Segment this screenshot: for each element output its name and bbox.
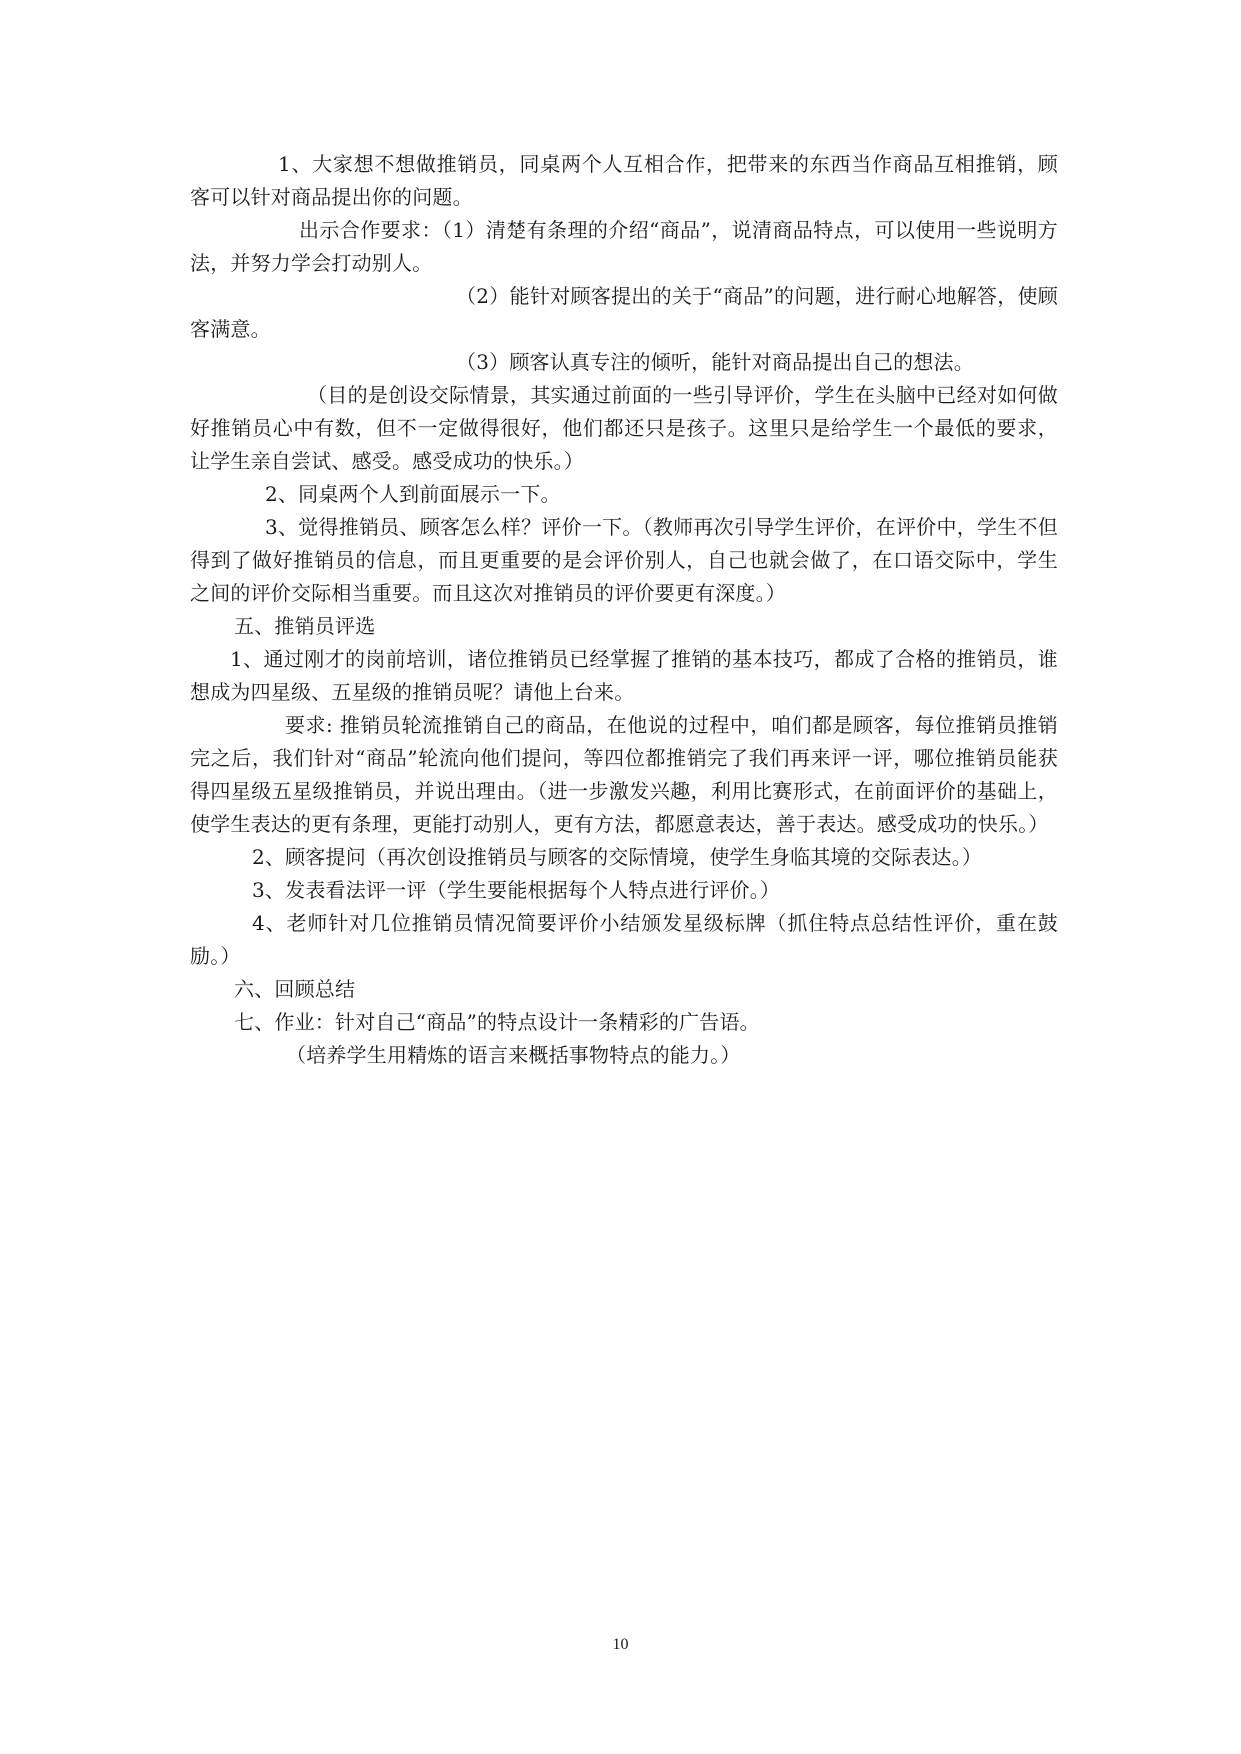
paragraph-cooperation-requirement-2: （2）能针对顾客提出的关于“商品”的问题，进行耐心地解答，使顾客满意。 xyxy=(190,284,1058,341)
paragraph-activity-3: 3、觉得推销员、顾客怎么样？评价一下。（教师再次引导学生评价，在评价中，学生不但得到了做好推销员的信息，而且更重要的是会评价别人，自己也就会做了，在口语交际中，学生之间的评价交际相当重要。而且这次对推销员的评价要更有深度。） xyxy=(190,515,1058,605)
paragraph-selection-3: 3、发表看法评一评（学生要能根据每个人特点进行评价。） xyxy=(252,878,781,902)
section-heading-7: 七、作业：针对自己“商品”的特点设计一条精彩的广告语。 xyxy=(234,1010,760,1034)
paragraph-selection-requirement: 要求: 推销员轮流推销自己的商品，在他说的过程中，咱们都是顾客，每位推销员推销完之后，我们针对“商品”轮流向他们提问，等四位都推销完了我们再来评一评，哪位推销员能获得四星级五星级推销员，并说出理由。（进一步激发兴趣，利用比赛形式，在前面评价的基础上，使学生表达的更有条理，更能打动别人，更有方法，都愿意表达，善于表达。感受成功的快乐。） xyxy=(190,713,1058,836)
section-heading-6: 六、回顾总结 xyxy=(234,977,356,1001)
paragraph-selection-1: 1、通过刚才的岗前培训，诸位推销员已经掌握了推销的基本技巧，都成了合格的推销员，谁想成为四星级、五星级的推销员呢？请他上台来。 xyxy=(190,647,1058,704)
paragraph-selection-4: 4、老师针对几位推销员情况简要评价小结颁发星级标牌（抓住特点总结性评价，重在鼓励。） xyxy=(190,911,1058,968)
paragraph-cooperation-requirement-1: 出示合作要求：（1）清楚有条理的介绍“商品”，说清商品特点，可以使用一些说明方法，并努力学会打动别人。 xyxy=(190,218,1058,275)
paragraph-purpose-note: （目的是创设交际情景，其实通过前面的一些引导评价，学生在头脑中已经对如何做好推销员心中有数，但不一定做得很好，他们都还只是孩子。这里只是给学生一个最低的要求，让学生亲自尝试、感受。感受成功的快乐。） xyxy=(190,383,1058,473)
page-number: 10 xyxy=(612,1636,629,1653)
paragraph-homework-note: （培养学生用精炼的语言来概括事物特点的能力。） xyxy=(286,1043,741,1067)
document-body xyxy=(190,148,1058,1072)
paragraph-activity-2: 2、同桌两个人到前面展示一下。 xyxy=(265,482,561,506)
section-heading-5: 五、推销员评选 xyxy=(234,614,376,638)
paragraph-selection-2: 2、顾客提问（再次创设推销员与顾客的交际情境，使学生身临其境的交际表达。） xyxy=(252,845,983,869)
paragraph-activity-1: 1、大家想不想做推销员，同桌两个人互相合作，把带来的东西当作商品互相推销，顾客可以针对商品提出你的问题。 xyxy=(190,152,1058,209)
paragraph-cooperation-requirement-3: （3）顾客认真专注的倾听，能针对商品提出自己的想法。 xyxy=(456,350,974,374)
